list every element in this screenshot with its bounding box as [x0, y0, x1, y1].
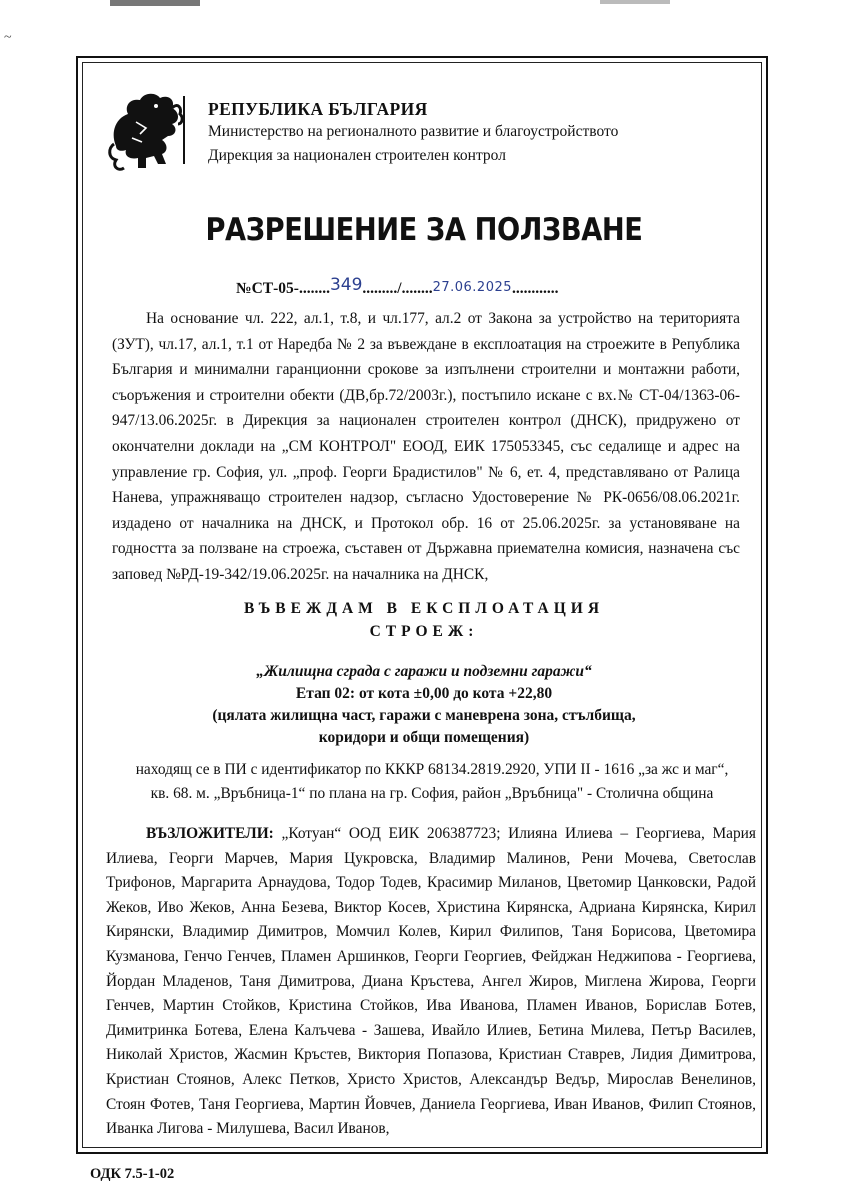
document-number — [236, 275, 559, 298]
commission-heading: ВЪВЕЖДАМ В ЕКСПЛОАТАЦИЯ — [243, 600, 605, 617]
object-location — [92, 758, 772, 806]
ministry-name: Министерство на регионалното развитие и благоустройството — [208, 123, 619, 140]
investors-label: ВЪЗЛОЖИТЕЛИ: — [146, 825, 274, 842]
location-line: находящ се в ПИ с идентификатор по КККР 68134.2819.2920, УПИ II - 1616 „за жс и маг“, — [135, 761, 729, 778]
country-title: РЕПУБЛИКА БЪЛГАРИЯ — [208, 99, 428, 119]
object-stage: Етап 02: от кота ±0,00 до кота +22,80 — [295, 685, 553, 702]
scan-artifact — [110, 0, 200, 6]
investors-list: „Котуан“ ООД ЕИК 206387723; Илияна Илиева – Георгиева, Мария Илиева, Георги Марчев, Мария Цукровска, Владимир Малинов, Рени Мочева, Светослав Трифонов, Маргарита Арнаудова, Тодор Тодев, Красимир Миланов, Цветомир Цанковски, Радой Жеков, Иво Жеков, Анна Безева, Виктор Косев, Христина Кирянска, Адриана Кирянска, Кирил Кирянски, Владимир Димитров, Момчил Колев, Кирил Филипов, Таня Борисова, Цветомира Кузманова, Генчо Генчев, Пламен Аршинков, Георги Георгиев, Фейджан Неджипова - Георгиева, Йордан Младенов, Таня Димитрова, Диана Кръстева, Ангел Жиров, Миглена Жирова, Георги Генчев, Мартин Стойков, Кристина Стойков, Ива Иванова, Пламен Иванов, Борислав Ботев, Димитринка Ботева, Елена Калъчева - Зашева, Ивайло Илиев, Бетина Милева, Петър Василев, Николай Христов, Жасмин Кръстев, Виктория Попазова, Кристиан Ставрев, Лидия Димитрова, Кристиан Стоянов, Алекс Петков, Христо Христов, Александър Ведър, Мирослав Венелинов, Стоян Фотев, Таня Георгиева, Мартин Йовчев, Даниела Георгиева, Иван Иванов, Филип Стоянов, Иванка Лигова - Милушева, Васил Иванов, — [106, 825, 756, 1138]
handwritten-number: 349 — [329, 275, 363, 295]
form-code: ОДК 7.5-1-02 — [90, 1166, 175, 1182]
scan-artifact — [600, 0, 670, 4]
lion-coat-of-arms-icon — [106, 88, 188, 174]
handwritten-date: 27.06.2025 — [432, 280, 513, 295]
object-scope-line: (цялата жилищна част, гаражи с маневрена зона, стълбища, — [212, 707, 636, 724]
number-prefix: №СТ-05- — [236, 280, 299, 297]
object-scope-line: коридори и общи помещения) — [318, 729, 530, 746]
dots: ......... — [362, 280, 398, 297]
dots: ............ — [512, 280, 559, 297]
object-title: „Жилищна сграда с гаражи и подземни гаражи“ — [256, 663, 592, 680]
issuer-header — [208, 98, 618, 168]
dots: ........ — [401, 280, 433, 297]
investors-paragraph — [106, 822, 756, 1142]
construction-heading: СТРОЕЖ: — [369, 623, 479, 640]
construction-object — [0, 661, 848, 749]
dots: ........ — [298, 280, 330, 297]
number-separator: / — [397, 280, 402, 297]
directorate-name: Дирекция за национален строителен контрол — [208, 147, 506, 164]
location-line: кв. 68. м. „Връбница-1“ по плана на гр. София, район „Връбница" - Столична община — [150, 785, 714, 802]
legal-basis-paragraph: На основание чл. 222, ал.1, т.8, и чл.177, ал.2 от Закона за устройство на територията (ЗУТ), чл.17, ал.1, т.1 от Наредба № 2 за въвеждане в експлоатация на строежите в Република България и минимални гаранционни срокове за изпълнени строителни и монтажни работи, съоръжения и строителни обекти (ДВ,бр.72/2003г.), постъпило искане с вх.№ СТ-04/1363-06-947/13.06.2025г. в Дирекция за национален строителен контрол (ДНСК), придружено от окончателни доклади на „СМ КОНТРОЛ" ЕООД, ЕИК 175053345, със седалище и адрес на управление гр. София, ул. „проф. Георги Брадистилов" № 6, ет. 4, представлявано от Ралица Нанева, упражняващо строителен надзор, съгласно Удостоверение № РК-0656/08.06.2021г. издадено от началника на ДНСК, и Протокол обр. 16 от 25.06.2025г. за установяване на годността за ползване на строежа, съставен от Държавна приемателна комисия, назначена със заповед №РД-19-342/19.06.2025г. на началника на ДНСК, — [112, 310, 740, 583]
document-title: РАЗРЕШЕНИЕ ЗА ПОЛЗВАНЕ — [205, 212, 643, 248]
scan-artifact: ~ — [4, 30, 12, 45]
